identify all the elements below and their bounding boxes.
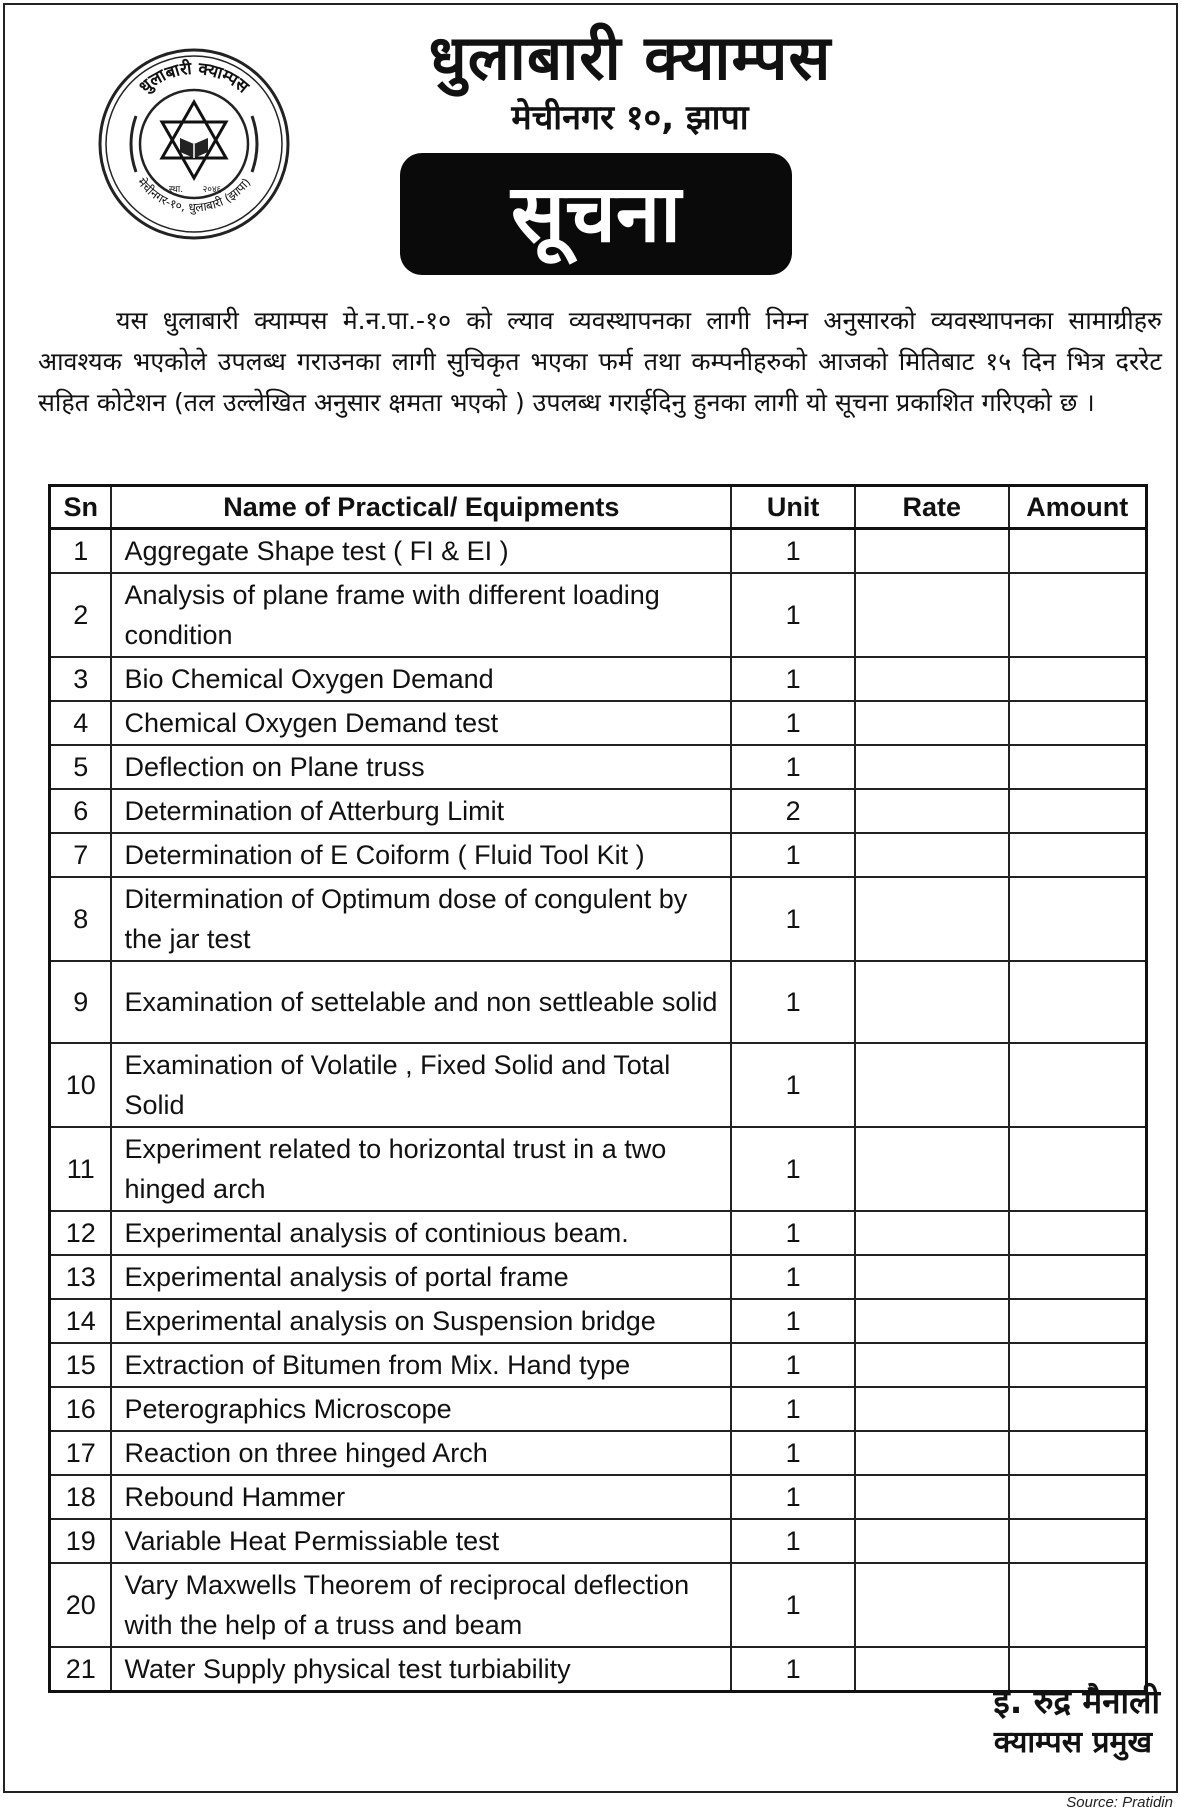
row-unit: 2	[731, 789, 855, 833]
row-sn: 11	[50, 1127, 112, 1211]
row-rate	[855, 529, 1009, 574]
row-rate	[855, 1127, 1009, 1211]
row-sn: 13	[50, 1255, 112, 1299]
row-rate	[855, 1475, 1009, 1519]
row-amount	[1009, 573, 1147, 657]
row-unit: 1	[731, 833, 855, 877]
campus-address: मेचीनगर १०, झापा	[511, 98, 749, 138]
row-unit: 1	[731, 961, 855, 1043]
row-name: Experiment related to horizontal trust in a two hinged arch	[111, 1127, 731, 1211]
header-rate: Rate	[855, 486, 1009, 529]
row-rate	[855, 657, 1009, 701]
row-amount	[1009, 657, 1147, 701]
row-unit: 1	[731, 1475, 855, 1519]
row-name: Extraction of Bitumen from Mix. Hand type	[111, 1343, 731, 1387]
row-rate	[855, 1255, 1009, 1299]
row-name: Determination of Atterburg Limit	[111, 789, 731, 833]
row-amount	[1009, 1127, 1147, 1211]
header-amount: Amount	[1009, 486, 1147, 529]
row-rate	[855, 1431, 1009, 1475]
table-row	[50, 1255, 1147, 1299]
row-name: Vary Maxwells Theorem of reciprocal deflection with the help of a truss and beam	[111, 1563, 731, 1647]
row-amount	[1009, 1343, 1147, 1387]
seal-top-text: धुलाबारी क्याम्पस	[135, 58, 253, 98]
signatory-title: क्याम्पस प्रमुख	[993, 1725, 1152, 1760]
row-name: Determination of E Coiform ( Fluid Tool Kit )	[111, 833, 731, 877]
table-header-row	[50, 486, 1147, 529]
row-amount	[1009, 1043, 1147, 1127]
row-unit: 1	[731, 1127, 855, 1211]
row-name: Deflection on Plane truss	[111, 745, 731, 789]
row-unit: 1	[731, 1343, 855, 1387]
row-amount	[1009, 701, 1147, 745]
intro-paragraph: यस धुलाबारी क्याम्पस मे.न.पा.-१० को ल्याव व्यवस्थापनका लागी निम्न अनुसारको व्यवस्थापनका सामाग्रीहरु आवश्यक भएकोले उपलब्ध गराउनका लागी सुचिकृत भएका फर्म तथा कम्पनीहरुको आजको मितिबाट १५ दिन भित्र दररेट सहित कोटेशन (तल उल्लेखित अनुसार क्षमता भएको ) उपलब्ध गराईदिनु हुनका लागी यो सूचना प्रकाशित गरिएको छ ।	[38, 306, 1162, 417]
source-credit: Source: Pratidin	[1066, 1794, 1173, 1811]
row-rate	[855, 1343, 1009, 1387]
row-unit: 1	[731, 1299, 855, 1343]
row-rate	[855, 1387, 1009, 1431]
row-rate	[855, 1563, 1009, 1647]
row-amount	[1009, 961, 1147, 1043]
table-row	[50, 1563, 1147, 1647]
row-unit: 1	[731, 1387, 855, 1431]
row-name: Peterographics Microscope	[111, 1387, 731, 1431]
notice-banner	[400, 153, 792, 275]
row-sn: 10	[50, 1043, 112, 1127]
row-rate	[855, 1299, 1009, 1343]
row-rate	[855, 573, 1009, 657]
row-name: Variable Heat Permissiable test	[111, 1519, 731, 1563]
row-amount	[1009, 833, 1147, 877]
row-amount	[1009, 877, 1147, 961]
row-sn: 5	[50, 745, 112, 789]
row-rate	[855, 1211, 1009, 1255]
row-amount	[1009, 1211, 1147, 1255]
row-rate	[855, 701, 1009, 745]
row-rate	[855, 833, 1009, 877]
row-unit: 1	[731, 529, 855, 574]
row-name: Chemical Oxygen Demand test	[111, 701, 731, 745]
campus-seal-logo	[96, 46, 292, 242]
row-unit: 1	[731, 877, 855, 961]
row-sn: 6	[50, 789, 112, 833]
row-name: Experimental analysis on Suspension bridge	[111, 1299, 731, 1343]
table-row	[50, 1127, 1147, 1211]
row-rate	[855, 745, 1009, 789]
row-sn: 17	[50, 1431, 112, 1475]
campus-name: धुलाबारी क्याम्पस	[428, 21, 832, 94]
row-amount	[1009, 1563, 1147, 1647]
row-amount	[1009, 1519, 1147, 1563]
row-sn: 18	[50, 1475, 112, 1519]
row-amount	[1009, 789, 1147, 833]
table-row	[50, 833, 1147, 877]
row-unit: 1	[731, 1563, 855, 1647]
row-amount	[1009, 1475, 1147, 1519]
table-row	[50, 657, 1147, 701]
row-sn: 12	[50, 1211, 112, 1255]
row-sn: 20	[50, 1563, 112, 1647]
row-name: Experimental analysis of portal frame	[111, 1255, 731, 1299]
row-sn: 7	[50, 833, 112, 877]
seal-established-label: स्था.	[168, 185, 184, 195]
row-unit: 1	[731, 1043, 855, 1127]
row-amount	[1009, 745, 1147, 789]
row-amount	[1009, 1431, 1147, 1475]
row-rate	[855, 961, 1009, 1043]
table-row	[50, 745, 1147, 789]
header-unit: Unit	[731, 486, 855, 529]
table-row	[50, 789, 1147, 833]
table-row	[50, 1387, 1147, 1431]
row-unit: 1	[731, 657, 855, 701]
row-amount	[1009, 1387, 1147, 1431]
row-rate	[855, 789, 1009, 833]
row-sn: 3	[50, 657, 112, 701]
row-sn: 4	[50, 701, 112, 745]
header-sn: Sn	[50, 486, 112, 529]
header-name: Name of Practical/ Equipments	[111, 486, 731, 529]
row-unit: 1	[731, 1211, 855, 1255]
table-row	[50, 1431, 1147, 1475]
row-name: Bio Chemical Oxygen Demand	[111, 657, 731, 701]
seal-bottom-text: मेचीनगर-१०, धुलाबारी (झापा)	[134, 175, 254, 215]
row-unit: 1	[731, 1431, 855, 1475]
row-name: Rebound Hammer	[111, 1475, 731, 1519]
row-name: Examination of settelable and non settleable solid	[111, 961, 731, 1043]
row-rate	[855, 877, 1009, 961]
notice-label: सूचना	[511, 167, 681, 260]
row-unit: 1	[731, 745, 855, 789]
row-sn: 15	[50, 1343, 112, 1387]
row-unit: 1	[731, 1255, 855, 1299]
table-row	[50, 1043, 1147, 1127]
row-unit: 1	[731, 573, 855, 657]
row-amount	[1009, 1299, 1147, 1343]
row-name: Aggregate Shape test ( FI & EI )	[111, 529, 731, 574]
equipment-table	[48, 484, 1148, 1693]
row-unit: 1	[731, 701, 855, 745]
row-sn: 14	[50, 1299, 112, 1343]
table-row	[50, 877, 1147, 961]
row-name: Examination of Volatile , Fixed Solid and Total Solid	[111, 1043, 731, 1127]
row-amount	[1009, 529, 1147, 574]
row-rate	[855, 1043, 1009, 1127]
row-sn: 21	[50, 1647, 112, 1692]
seal-established-year: २०४६	[202, 185, 222, 195]
table-row	[50, 573, 1147, 657]
row-name: Analysis of plane frame with different loading condition	[111, 573, 731, 657]
row-sn: 9	[50, 961, 112, 1043]
row-name: Reaction on three hinged Arch	[111, 1431, 731, 1475]
table-row	[50, 961, 1147, 1043]
row-rate	[855, 1519, 1009, 1563]
table-row	[50, 701, 1147, 745]
row-sn: 2	[50, 573, 112, 657]
row-unit: 1	[731, 1519, 855, 1563]
row-name: Ditermination of Optimum dose of congulent by the jar test	[111, 877, 731, 961]
row-sn: 19	[50, 1519, 112, 1563]
table-row	[50, 1299, 1147, 1343]
row-amount	[1009, 1255, 1147, 1299]
svg-text:मेचीनगर-१०, धुलाबारी (झापा)	[135, 175, 254, 215]
row-sn: 1	[50, 529, 112, 574]
table-row	[50, 1343, 1147, 1387]
row-sn: 8	[50, 877, 112, 961]
table-row	[50, 1519, 1147, 1563]
row-sn: 16	[50, 1387, 112, 1431]
table-row	[50, 1475, 1147, 1519]
row-unit: 1	[731, 1647, 855, 1692]
svg-text:धुलाबारी क्याम्पस	[135, 58, 253, 99]
signatory-name: इ. रुद्र मैनाली	[993, 1682, 1160, 1721]
row-name: Water Supply physical test turbiability	[111, 1647, 731, 1692]
table-row	[50, 1211, 1147, 1255]
table-row	[50, 529, 1147, 574]
row-name: Experimental analysis of continious beam.	[111, 1211, 731, 1255]
